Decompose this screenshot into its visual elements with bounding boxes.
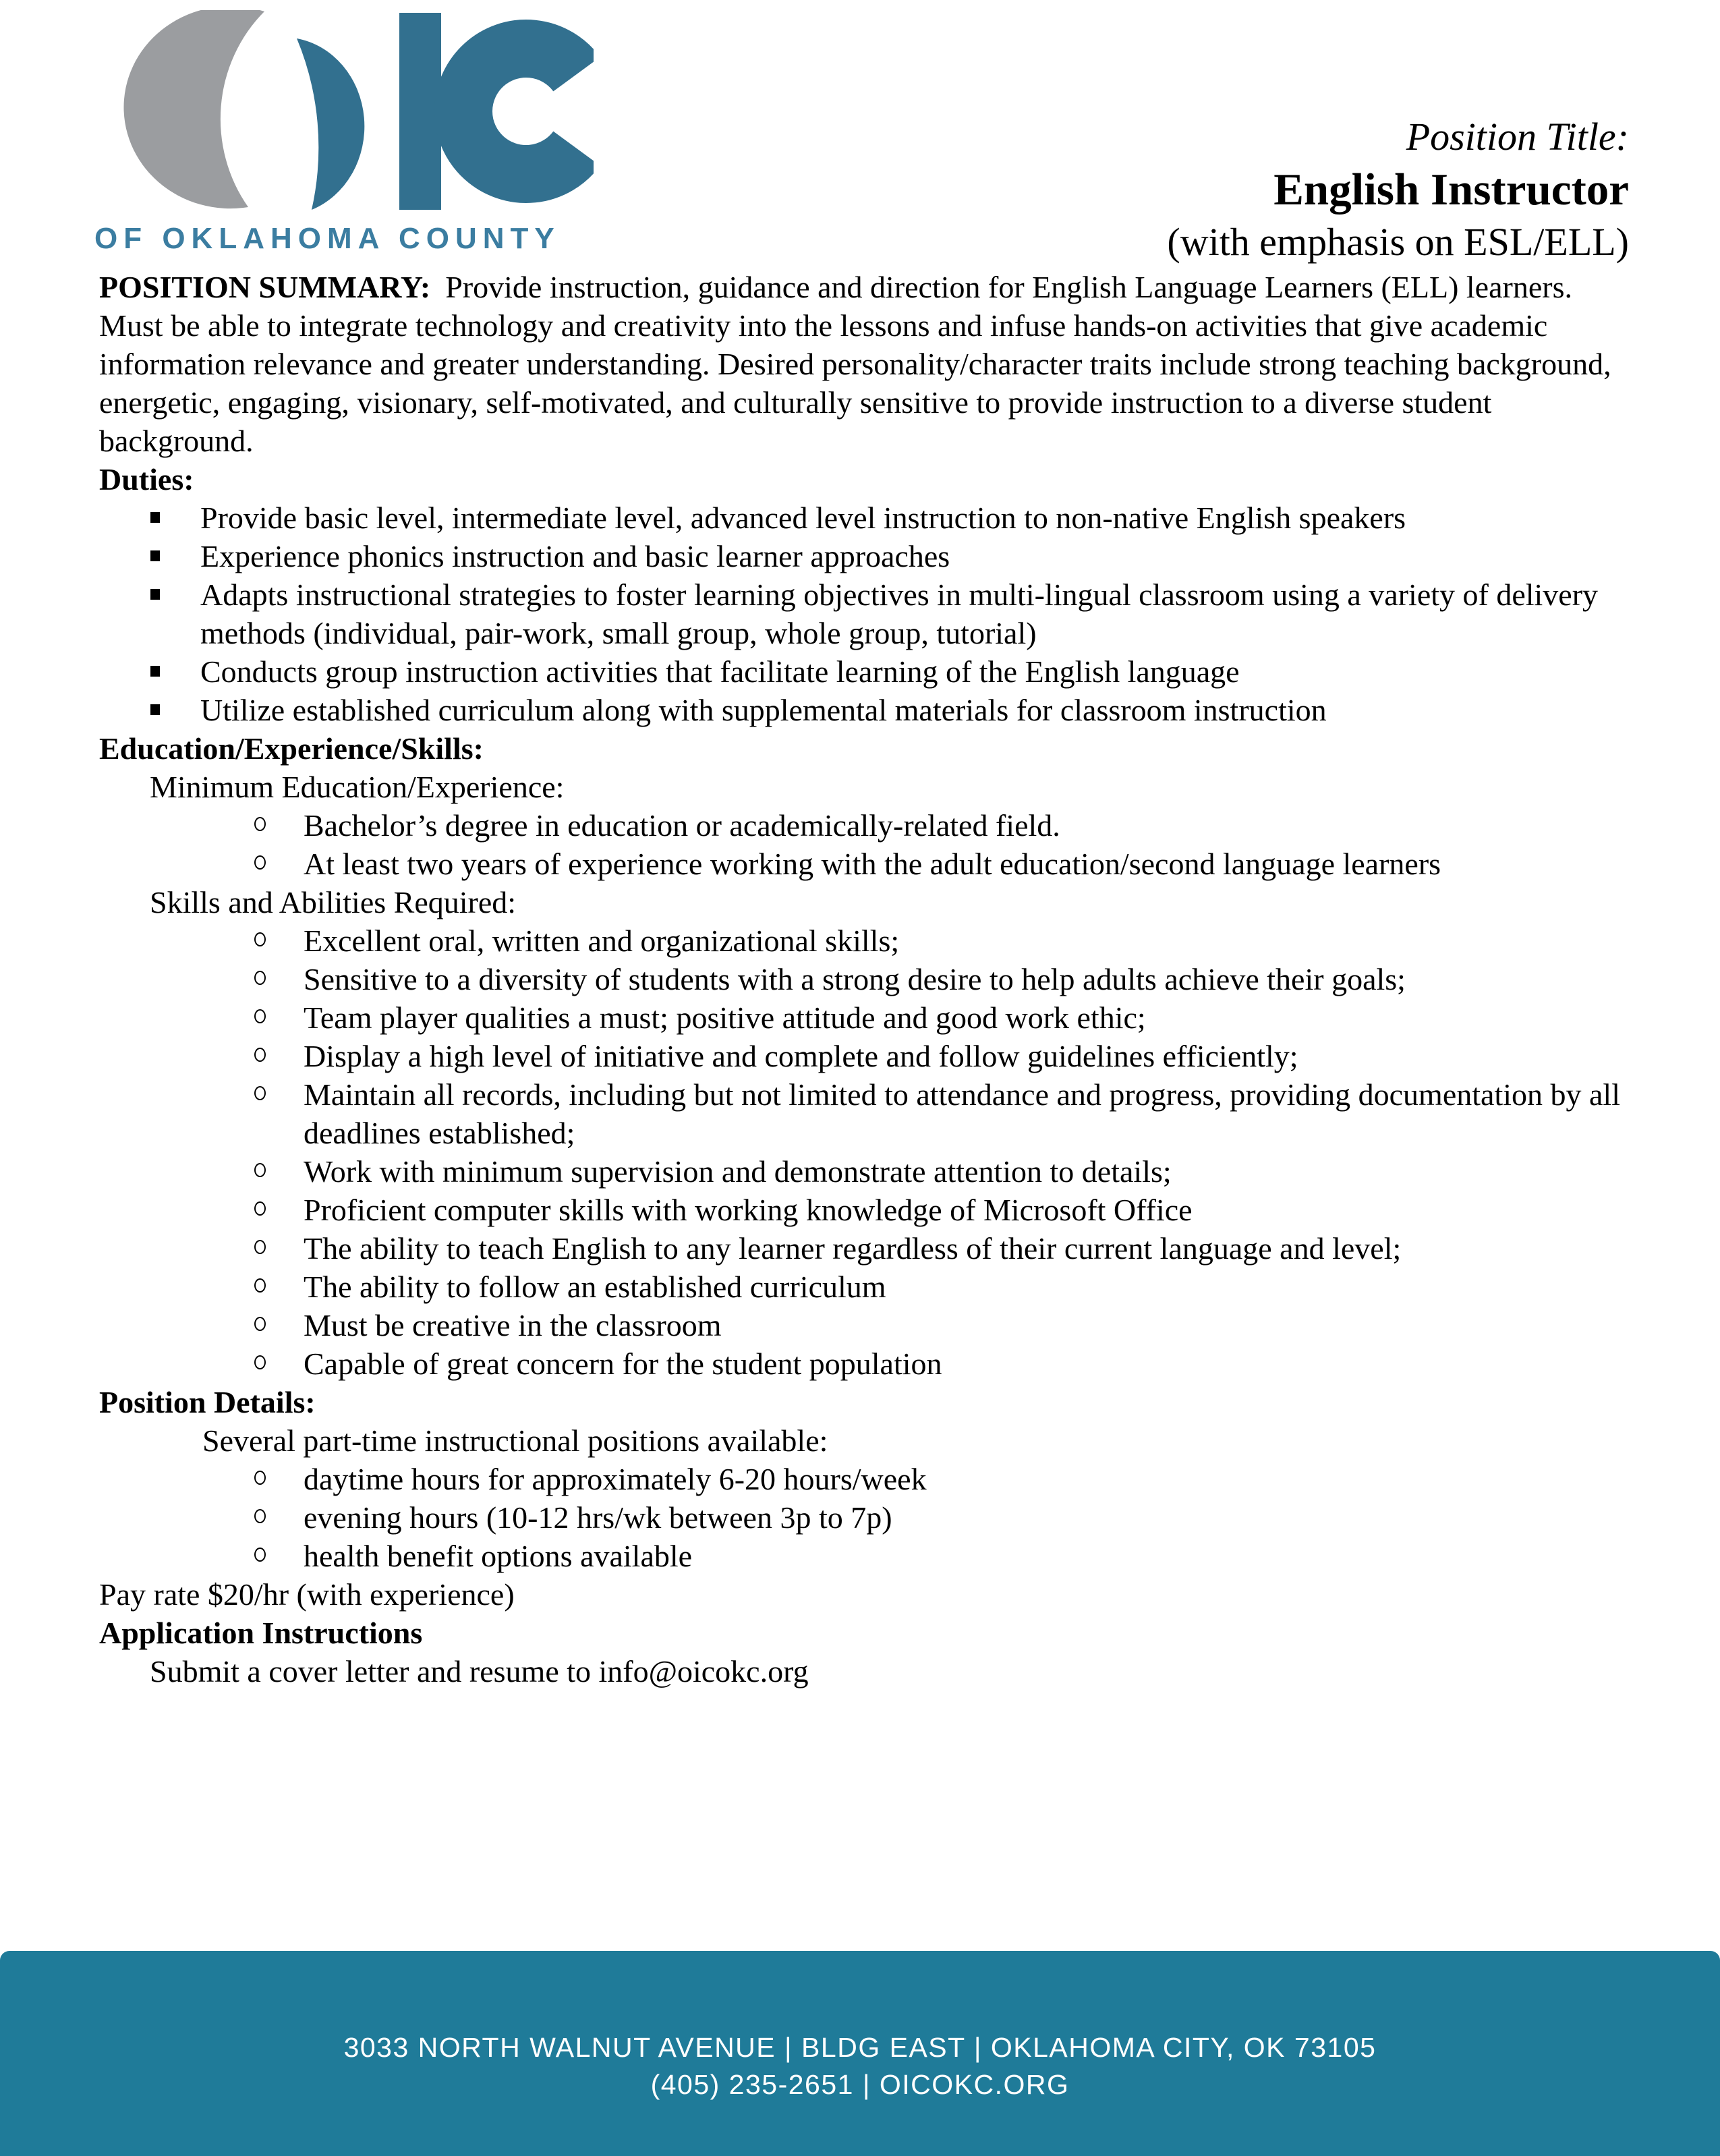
circle-bullet-icon [254, 1509, 266, 1523]
position-summary-heading: POSITION SUMMARY: [99, 270, 431, 304]
detail-item [99, 1537, 1629, 1575]
duty-text: Provide basic level, intermediate level, advanced level instruction to non-native English speakers [200, 501, 1406, 535]
footer [0, 1951, 1720, 2156]
skill-text: Excellent oral, written and organizational skills; [304, 924, 900, 958]
circle-bullet-icon [254, 1201, 266, 1216]
application-instructions-heading: Application Instructions [99, 1616, 423, 1650]
logo [94, 10, 607, 258]
position-title-label: Position Title: [1406, 115, 1629, 159]
skill-item [99, 1229, 1629, 1268]
detail-text: daytime hours for approximately 6-20 hours/week [304, 1462, 927, 1496]
detail-text: evening hours (10-12 hrs/wk between 3p to 7p) [304, 1500, 892, 1535]
education-subheading: Minimum Education/Experience: [150, 770, 565, 804]
position-details-heading: Position Details: [99, 1385, 316, 1419]
circle-bullet-icon [254, 1048, 266, 1062]
duty-item [99, 652, 1629, 691]
position-title: English Instructor [1273, 165, 1629, 215]
circle-bullet-icon [254, 932, 266, 946]
circle-bullet-icon [254, 1163, 266, 1177]
skill-text: The ability to teach English to any learner regardless of their current language and level; [304, 1231, 1402, 1266]
skills-subheading: Skills and Abilities Required: [150, 885, 517, 919]
footer-address: 3033 NORTH WALNUT AVENUE | BLDG EAST | OKLAHOMA CITY, OK 73105 [343, 2032, 1377, 2063]
circle-bullet-icon [254, 1086, 266, 1100]
skill-item [99, 1268, 1629, 1306]
oic-logo-icon [94, 10, 594, 212]
duty-text: Conducts group instruction activities that facilitate learning of the English language [200, 654, 1240, 689]
position-summary [99, 268, 1629, 460]
circle-bullet-icon [254, 1355, 266, 1369]
education-text: At least two years of experience working with the adult education/second language learners [304, 847, 1441, 881]
position-summary-text: Provide instruction, guidance and direction for English Language Learners (ELL) learners. Must be able to integrate technology and creativity into the lessons and infuse hands-on activities that give academic information relevance and greater understanding. Desired personality/character traits include strong teaching background, energetic, engaging, visionary, self-motivated, and culturally sensitive to provide instruction to a diverse student background. [99, 270, 1611, 458]
education-item [99, 845, 1629, 883]
education-item [99, 806, 1629, 845]
square-bullet-icon [150, 550, 160, 561]
circle-bullet-icon [254, 1009, 266, 1023]
skill-text: Capable of great concern for the student population [304, 1346, 942, 1381]
circle-bullet-icon [254, 1548, 266, 1562]
duty-item [99, 537, 1629, 575]
circle-bullet-icon [254, 817, 266, 831]
square-bullet-icon [150, 704, 160, 715]
detail-item [99, 1498, 1629, 1537]
education-list [99, 806, 1629, 883]
detail-text: health benefit options available [304, 1539, 693, 1573]
circle-bullet-icon [254, 1278, 266, 1293]
skill-text: Team player qualities a must; positive attitude and good work ethic; [304, 1000, 1146, 1035]
square-bullet-icon [150, 589, 160, 600]
duty-item [99, 575, 1629, 652]
skill-text: The ability to follow an established curriculum [304, 1270, 886, 1304]
duty-item [99, 691, 1629, 729]
circle-bullet-icon [254, 971, 266, 985]
skill-text: Display a high level of initiative and complete and follow guidelines efficiently; [304, 1039, 1298, 1073]
skill-item [99, 1152, 1629, 1191]
skill-text: Sensitive to a diversity of students with a strong desire to help adults achieve their goals; [304, 962, 1406, 996]
skill-text: Must be creative in the classroom [304, 1308, 722, 1342]
skill-text: Work with minimum supervision and demonstrate attention to details; [304, 1154, 1172, 1189]
skill-item [99, 960, 1629, 998]
skill-item [99, 1191, 1629, 1229]
skill-text: Proficient computer skills with working knowledge of Microsoft Office [304, 1193, 1193, 1227]
skill-item [99, 1306, 1629, 1344]
logo-blue-crescent [297, 38, 364, 210]
application-instructions-text: Submit a cover letter and resume to info@oicokc.org [150, 1654, 809, 1689]
position-details-list [99, 1460, 1629, 1575]
logo-gray-crescent [123, 10, 264, 208]
header [0, 0, 1720, 268]
duties-list [99, 499, 1629, 729]
duty-text: Experience phonics instruction and basic learner approaches [200, 539, 950, 573]
pay-rate: Pay rate $20/hr (with experience) [99, 1577, 515, 1612]
skill-item [99, 921, 1629, 960]
detail-item [99, 1460, 1629, 1498]
duties-heading: Duties: [99, 462, 194, 497]
skill-text: Maintain all records, including but not limited to attendance and progress, providing documentation by all deadlines established; [304, 1077, 1620, 1150]
skill-item [99, 1075, 1629, 1152]
education-text: Bachelor’s degree in education or academically-related field. [304, 808, 1060, 843]
duty-text: Utilize established curriculum along with supplemental materials for classroom instruction [200, 693, 1327, 727]
skill-item [99, 1344, 1629, 1383]
skills-list [99, 921, 1629, 1383]
position-title-block [1167, 111, 1629, 268]
duty-item [99, 499, 1629, 537]
skill-item [99, 1037, 1629, 1075]
square-bullet-icon [150, 512, 160, 523]
education-heading: Education/Experience/Skills: [99, 731, 484, 766]
skill-item [99, 998, 1629, 1037]
circle-bullet-icon [254, 1471, 266, 1485]
duty-text: Adapts instructional strategies to foster learning objectives in multi-lingual classroom using a variety of delivery methods (individual, pair-work, small group, whole group, tutorial) [200, 577, 1599, 650]
document-body [0, 268, 1720, 1691]
footer-phone-website: (405) 235-2651 | OICOKC.ORG [650, 2069, 1070, 2100]
logo-subtitle: OF OKLAHOMA COUNTY [94, 222, 561, 255]
circle-bullet-icon [254, 1317, 266, 1331]
logo-letter-c [463, 49, 577, 174]
position-details-intro: Several part-time instructional positions available: [202, 1423, 828, 1458]
circle-bullet-icon [254, 1240, 266, 1254]
circle-bullet-icon [254, 855, 266, 870]
square-bullet-icon [150, 666, 160, 677]
position-title-emphasis: (with emphasis on ESL/ELL) [1167, 220, 1629, 264]
